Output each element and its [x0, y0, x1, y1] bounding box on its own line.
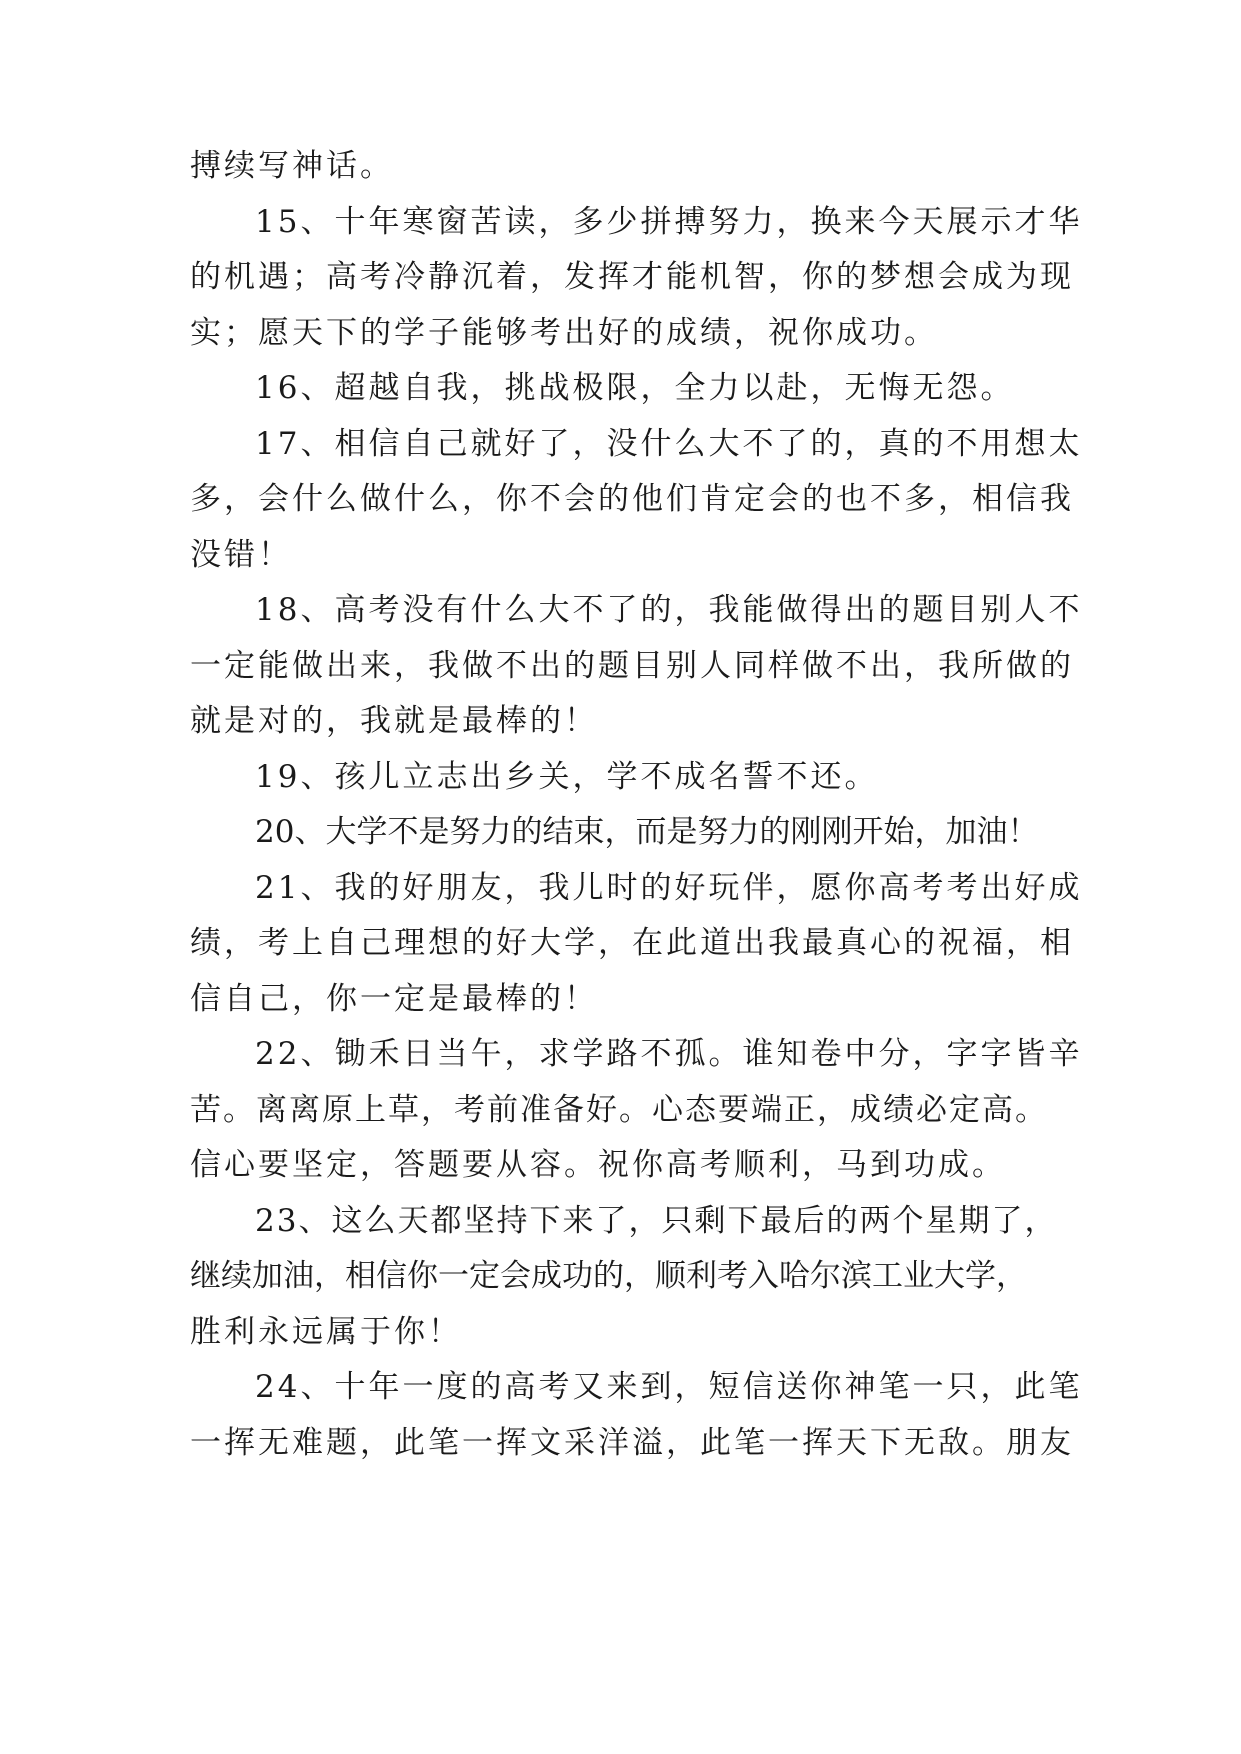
paragraph-22-line: 苦。离离原上草，考前准备好。心态要端正，成绩必定高。	[190, 1092, 1048, 1128]
paragraph-23-line: 23、这么天都坚持下来了，只剩下最后的两个星期了，	[255, 1203, 1058, 1239]
paragraph-21-line: 21、我的好朋友，我儿时的好玩伴，愿你高考考出好成	[255, 870, 1083, 906]
paragraph-15-line: 的机遇；高考冷静沉着，发挥才能机智，你的梦想会成为现	[190, 259, 1074, 295]
paragraph-18-line: 18、高考没有什么大不了的，我能做得出的题目别人不	[255, 592, 1083, 628]
paragraph-17-line: 没错！	[190, 537, 292, 573]
paragraph-17-line: 多，会什么做什么，你不会的他们肯定会的也不多，相信我	[190, 481, 1074, 517]
paragraph-22-line: 22、锄禾日当午，求学路不孤。谁知卷中分，字字皆辛	[255, 1036, 1083, 1072]
paragraph-24-line: 一挥无难题，此笔一挥文采洋溢，此笔一挥天下无敌。朋友	[190, 1425, 1074, 1461]
paragraph-15-line: 15、十年寒窗苦读，多少拼搏努力，换来今天展示才华	[255, 204, 1083, 240]
paragraph-24-line: 24、十年一度的高考又来到，短信送你神笔一只，此笔	[255, 1369, 1083, 1405]
paragraph-20-line: 20、大学不是努力的结束，而是努力的刚刚开始，加油！	[255, 814, 1039, 850]
paragraph-21-line: 信自己，你一定是最棒的！	[190, 981, 598, 1017]
paragraph-17-line: 17、相信自己就好了，没什么大不了的，真的不用想太	[255, 426, 1083, 462]
paragraph-23-line: 胜利永远属于你！	[190, 1314, 462, 1350]
text-line: 搏续写神话。	[190, 148, 394, 184]
paragraph-21-line: 绩，考上自己理想的好大学，在此道出我最真心的祝福，相	[190, 925, 1074, 961]
paragraph-22-line: 信心要坚定，答题要从容。祝你高考顺利，马到功成。	[190, 1147, 1006, 1183]
paragraph-18-line: 一定能做出来，我做不出的题目别人同样做不出，我所做的	[190, 648, 1074, 684]
paragraph-19-line: 19、孩儿立志出乡关，学不成名誓不还。	[255, 759, 879, 795]
paragraph-23-line: 继续加油，相信你一定会成功的，顺利考入哈尔滨工业大学，	[190, 1258, 1027, 1294]
paragraph-18-line: 就是对的，我就是最棒的！	[190, 703, 598, 739]
paragraph-16-line: 16、超越自我，挑战极限，全力以赴，无悔无怨。	[255, 370, 1015, 406]
paragraph-15-line: 实；愿天下的学子能够考出好的成绩，祝你成功。	[190, 315, 938, 351]
